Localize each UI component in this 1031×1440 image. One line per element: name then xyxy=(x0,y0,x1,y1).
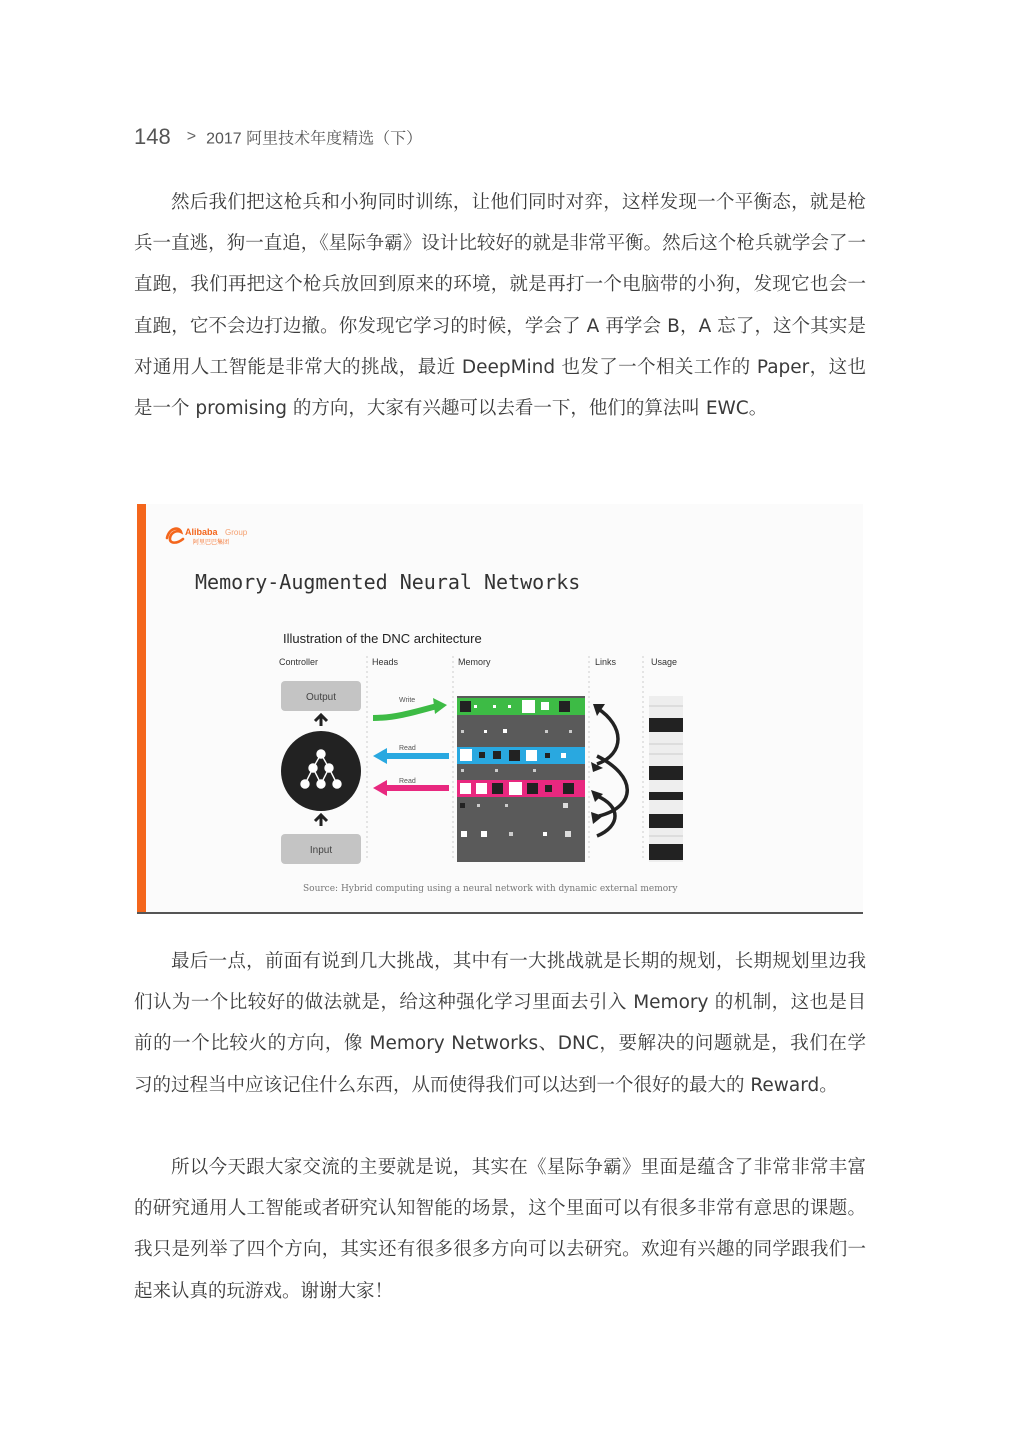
controller-network-icon xyxy=(281,731,361,811)
label-controller: Controller xyxy=(279,657,319,667)
slide-title: Memory-Augmented Neural Networks xyxy=(195,570,581,594)
read-arrowhead-2-icon xyxy=(373,780,387,796)
memory-matrix xyxy=(457,696,585,862)
book-title: 2017 阿里技术年度精选（下） xyxy=(206,130,423,148)
output-label: Output xyxy=(305,692,337,703)
label-heads: Heads xyxy=(372,657,399,667)
label-links: Links xyxy=(595,657,617,667)
page-header xyxy=(134,124,422,150)
paragraph-3: 所以今天跟大家交流的主要就是说，其实在《星际争霸》里面是蕴含了非常非常丰富的研究通用人工智能或者研究认知智能的场景，这个里面可以有很多非常有意思的课题。我只是列举了四个方向，其实还有很多很多方向可以去研究。欢迎有兴趣的同学跟我们一起来认真的玩游戏。谢谢大家！ xyxy=(134,1157,866,1302)
arrow-up-top-icon xyxy=(315,715,327,726)
input-label: Input xyxy=(309,845,333,856)
dnc-diagram xyxy=(275,626,715,866)
read-label-2: Read xyxy=(399,778,416,785)
logo-text: Alibaba xyxy=(185,527,218,537)
write-arrowhead-icon xyxy=(433,698,447,714)
arrow-up-bottom-icon xyxy=(315,815,327,826)
alibaba-logo xyxy=(163,524,263,548)
write-arrow-icon xyxy=(373,706,437,718)
paragraph-1: 然后我们把这枪兵和小狗同时训练，让他们同时对弈，这样发现一个平衡态，就是枪兵一直逃，狗一直追，《星际争霸》设计比较好的就是非常平衡。然后这个枪兵就学会了一直跑，我们再把这个枪兵放回到原来的环境，就是再打一个电脑带的小狗，发现它也会一直跑，它不会边打边撤。你发现它学习的时候，学会了 A 再学会 B，A 忘了，这个其实是对通用人工智能是非常大的挑战，最近 DeepMind 也发了一个相关工作的 Paper，这也是一个 promising 的方向，大家有兴趣可以去看一下，他们的算法叫 EWC。 xyxy=(134,192,866,420)
logo-group: Group xyxy=(225,528,248,537)
diagram-title: Illustration of the DNC architecture xyxy=(283,631,482,646)
slide-caption: Source: Hybrid computing using a neural network with dynamic external memory xyxy=(303,884,678,894)
label-usage: Usage xyxy=(651,657,678,667)
page-number: 148 xyxy=(134,124,171,149)
logo-subtext: 阿里巴巴集团 xyxy=(193,540,230,546)
write-label: Write xyxy=(399,697,416,704)
read-arrowhead-1-icon xyxy=(373,748,387,764)
paragraph-2: 最后一点，前面有说到几大挑战，其中有一大挑战就是长期的规划，长期规划里边我们认为一个比较好的做法就是，给这种强化学习里面去引入 Memory 的机制，这也是目前的一个比较火的方向，像 Memory Networks、DNC，要解决的问题就是，我们在学习的过程当中应该记住什么东西，从而使得我们可以达到一个很好的最大的 Reward。 xyxy=(134,951,866,1096)
slide-accent-bar xyxy=(137,504,146,912)
read-label-1: Read xyxy=(399,745,416,752)
label-memory: Memory xyxy=(458,657,491,667)
slide-figure xyxy=(137,504,863,914)
header-separator: > xyxy=(186,128,197,145)
